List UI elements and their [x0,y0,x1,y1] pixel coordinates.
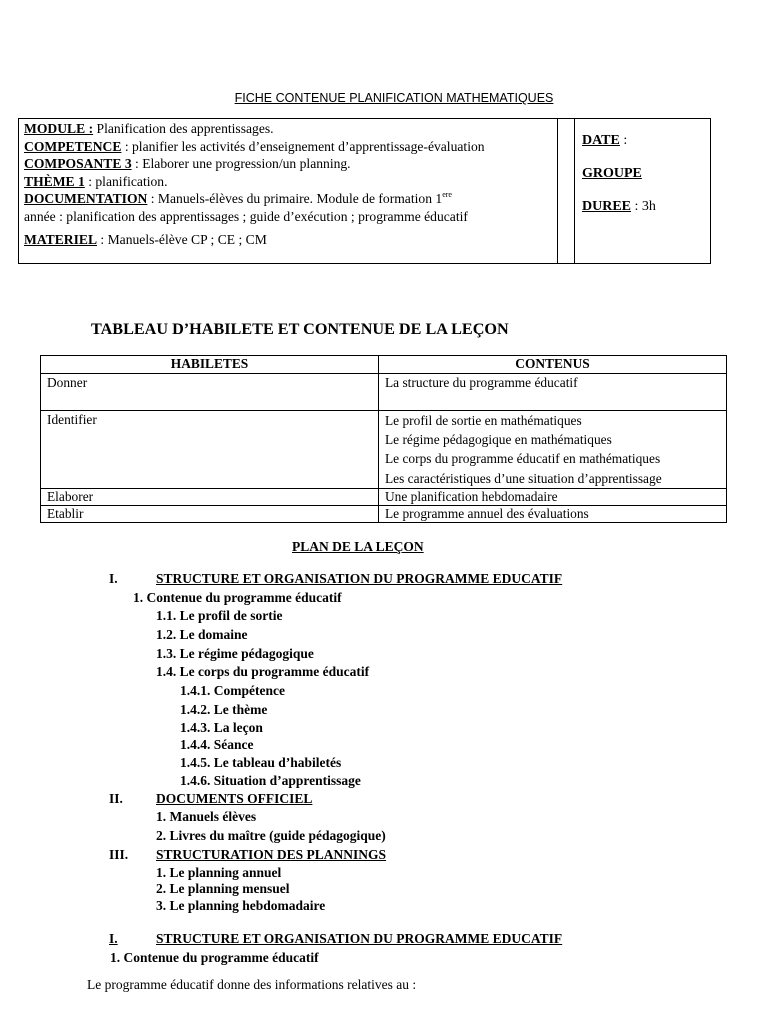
plan-item: 1.4.2. Le thème [180,702,268,717]
contenu-item: Le programme annuel des évaluations [385,505,589,521]
contenu-cell [379,488,727,505]
documentation-line [24,190,559,208]
date-line [582,133,627,149]
plan-item: 3. Le planning hebdomadaire [156,898,326,913]
table-header-row [41,356,727,374]
composante-line [24,155,559,173]
contenu-cell [379,374,727,411]
contenu-item: Le corps du programme éducatif en mathématiques [385,451,661,467]
documentation-label: DOCUMENTATION [24,191,148,206]
theme-value: : planification. [84,173,168,189]
plan-item: 1.1. Le profil de sortie [156,608,283,623]
plan-item: 1. Contenue du programme éducatif [133,590,342,605]
plan-number: I. [109,571,118,586]
table-row [41,488,727,505]
document-title: FICHE CONTENUE PLANIFICATION MATHEMATIQUES [234,91,554,105]
plan-heading: STRUCTURATION DES PLANNINGS [156,847,387,862]
duree-line [582,199,656,215]
documentation-value-2: année : planification des apprentissages ; guide d’exécution ; programme éducatif [24,208,468,224]
competence-value: : planifier les activités d’enseignement d’apprentissage-évaluation [121,138,485,154]
plan-item: 1.2. Le domaine [156,627,248,642]
contenu-item: Le profil de sortie en mathématiques [385,413,582,428]
module-value: Planification des apprentissages. [93,121,274,136]
plan-number: III. [109,847,129,862]
contenu-cell [379,505,727,522]
documentation-value: : Manuels-élèves du primaire. Module de formation 1 [147,191,443,206]
duree-label: DUREE [582,199,632,214]
theme-line [24,173,559,191]
plan-item: 2. Livres du maître (guide pédagogique) [156,828,386,843]
habilete-cell: Donner [41,374,379,411]
theme-label: THÈME 1 [24,173,85,189]
plan-item: 1. Manuels élèves [156,809,257,824]
column-header: HABILETES [41,356,379,374]
body-paragraph: Le programme éducatif donne des informations relatives au : [87,977,417,992]
table-row [41,505,727,522]
superscript-ere: ere [442,190,452,199]
materiel-value: : Manuels-élève CP ; CE ; CM [97,232,267,247]
plan-item: 1. Le planning annuel [156,865,282,880]
contenu-item: Les caractéristiques d’une situation d’apprentissage [385,470,662,486]
plan-item: 1.3. Le régime pédagogique [156,646,314,661]
composante-value: : Elaborer une progression/un planning. [131,156,351,171]
documentation-line-2 [24,208,559,226]
duree-value: : 3h [631,199,656,214]
header-info-box [18,118,711,264]
header-left-cell [24,120,559,249]
competence-label: COMPETENCE [24,138,122,154]
plan-item: 2. Le planning mensuel [156,881,290,896]
contenu-item: Une planification hebdomadaire [385,488,558,504]
plan-item: 1.4.4. Séance [180,737,254,752]
date-label: DATE [582,133,620,148]
plan-title: PLAN DE LA LEÇON [292,539,424,554]
materiel-label: MATERIEL [24,232,98,247]
plan-item: 1.4.5. Le tableau d’habiletés [180,755,342,770]
plan-item: 1.4. Le corps du programme éducatif [156,664,370,679]
contenu-item: La structure du programme éducatif [385,375,578,390]
plan-number: I. [109,931,118,946]
plan-heading: STRUCTURE ET ORGANISATION DU PROGRAMME EDUCATIF [156,931,563,946]
habilete-cell: Etablir [41,505,379,522]
contenu-item: Le régime pédagogique en mathématiques [385,432,612,448]
module-label: MODULE : [24,121,94,136]
materiel-line [24,231,559,249]
module-line [24,120,559,138]
plan-item: 1.4.6. Situation d’apprentissage [180,773,361,788]
plan-heading: DOCUMENTS OFFICIEL [156,791,313,806]
habilete-cell: Elaborer [41,488,379,505]
column-header: CONTENUS [379,356,727,374]
groupe-line [582,166,642,182]
plan-item: 1.4.3. La leçon [180,720,263,735]
habilete-cell: Identifier [41,411,379,489]
section-title: TABLEAU D’HABILETE ET CONTENUE DE LA LEÇON [91,320,509,338]
table-row [41,374,727,411]
divider [574,119,575,263]
plan-item: 1.4.1. Compétence [180,683,285,698]
date-value: : [619,133,628,148]
competence-line [24,138,559,156]
contenu-cell [379,411,727,489]
composante-label: COMPOSANTE 3 [24,156,132,171]
table-row [41,411,727,489]
groupe-label: GROUPE [582,166,642,181]
plan-heading: STRUCTURE ET ORGANISATION DU PROGRAMME EDUCATIF [156,571,563,586]
plan-item: 1. Contenue du programme éducatif [110,950,319,965]
plan-number: II. [109,791,123,806]
habiletes-table [40,355,727,523]
